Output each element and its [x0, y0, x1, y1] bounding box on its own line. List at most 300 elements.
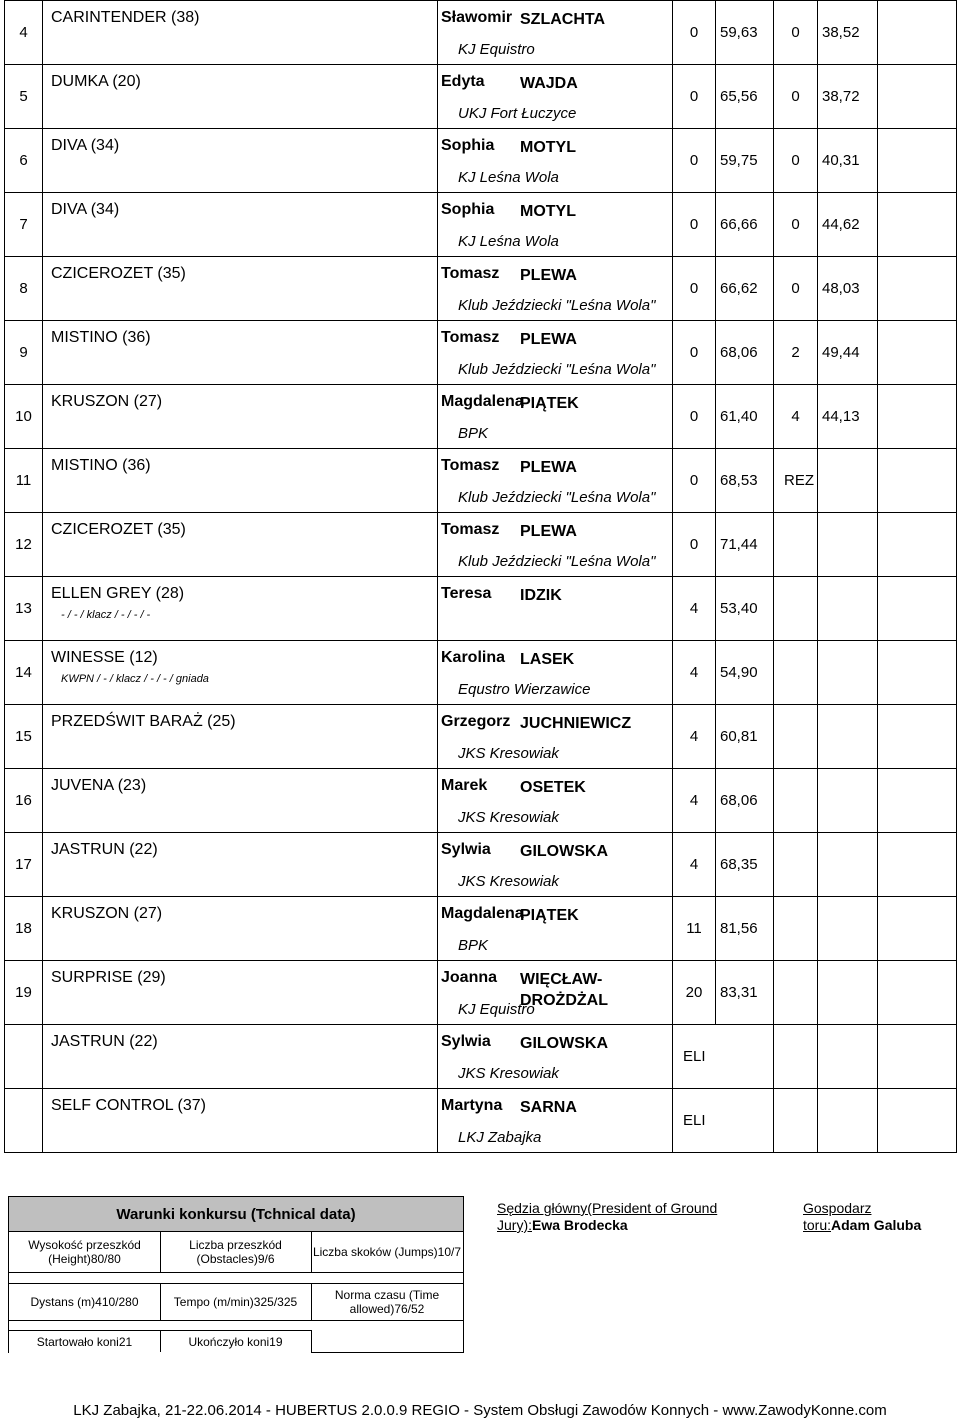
result-row: [5, 897, 957, 961]
round1-penalty: 4: [689, 792, 699, 809]
rider-first-name: Marek: [441, 777, 488, 794]
rank: 16: [15, 792, 32, 809]
rank: 12: [15, 536, 32, 553]
round2-time: [818, 449, 877, 512]
extra-cell: [878, 449, 957, 513]
result-row: [5, 513, 957, 577]
round1-time-cell: [716, 513, 774, 577]
round1-penalty-cell: [673, 641, 716, 705]
horse-cell: [43, 705, 438, 769]
horse-cell: [43, 577, 438, 641]
horse-name: CZICEROZET (35): [51, 265, 186, 282]
round2-penalty-cell: [774, 1025, 818, 1089]
round1-penalty-cell: [673, 65, 716, 129]
rider-club: JKS Kresowiak: [458, 745, 559, 762]
round2-penalty: 0: [791, 24, 800, 41]
extra: [878, 641, 956, 704]
round2-time-cell: [818, 129, 878, 193]
round2-penalty-cell: [774, 449, 818, 513]
rider-first-name: Magdalena: [441, 393, 524, 410]
result-row: [5, 641, 957, 705]
rank-cell: [5, 833, 43, 897]
round1-time: 59,63: [720, 24, 758, 41]
horse-name: JASTRUN (22): [51, 1033, 158, 1050]
round1-time: 60,81: [720, 728, 758, 745]
rider-first-name: Edyta: [441, 73, 485, 90]
rider-club: Klub Jeździecki "Leśna Wola": [458, 489, 656, 506]
horse-name: MISTINO (36): [51, 457, 151, 474]
rank: [5, 1025, 42, 1088]
judge-label-cont: Jury):: [497, 1217, 532, 1233]
rider-cell: [438, 257, 673, 321]
rider-last-name: MOTYL: [520, 203, 576, 220]
round2-penalty-cell: [774, 1, 818, 65]
extra-cell: [878, 193, 957, 257]
round2-time: [818, 769, 877, 832]
technical-data-title: Warunki konkursu (Tchnical data): [9, 1197, 463, 1232]
rider-cell: [438, 193, 673, 257]
rank: 6: [19, 152, 28, 169]
extra: [878, 961, 956, 1024]
round2-penalty: [774, 769, 817, 832]
horse-name: SELF CONTROL (37): [51, 1097, 206, 1114]
round1-time-cell: [716, 577, 774, 641]
round1-time: 59,75: [720, 152, 758, 169]
round1-time-cell: [716, 641, 774, 705]
horse-name: KRUSZON (27): [51, 905, 163, 922]
round2-penalty: REZ: [784, 472, 814, 489]
rider-first-name: Magdalena: [441, 905, 524, 922]
horse-cell: [43, 65, 438, 129]
rider-last-name: OSETEK: [520, 779, 586, 796]
round2-time-cell: [818, 1025, 878, 1089]
round1-penalty-cell: [673, 1025, 774, 1089]
round1-penalty-cell: [673, 513, 716, 577]
horse-cell: [43, 129, 438, 193]
extra-cell: [878, 897, 957, 961]
round1-time-cell: [716, 1, 774, 65]
horse-cell: [43, 193, 438, 257]
round2-time-cell: [818, 257, 878, 321]
round2-penalty-cell: [774, 961, 818, 1025]
horse-cell: [43, 449, 438, 513]
rider-cell: [438, 513, 673, 577]
round1-time: 68,35: [720, 856, 758, 873]
rider-cell: [438, 1025, 673, 1089]
rank: 14: [15, 664, 32, 681]
rider-last-name: MOTYL: [520, 139, 576, 156]
round2-penalty-cell: [774, 641, 818, 705]
extra-cell: [878, 65, 957, 129]
rider-club: KJ Leśna Wola: [458, 169, 559, 186]
round1-time-cell: [716, 705, 774, 769]
rider-club: Klub Jeździecki "Leśna Wola": [458, 361, 656, 378]
rank: 11: [15, 472, 32, 489]
round2-penalty-cell: [774, 321, 818, 385]
round1-penalty-cell: [673, 705, 716, 769]
rider-last-name: GILOWSKA: [520, 1035, 608, 1052]
horse-cell: [43, 897, 438, 961]
round2-penalty-cell: [774, 513, 818, 577]
technical-data-box: [8, 1196, 464, 1353]
rank: 17: [15, 856, 32, 873]
horse-cell: [43, 961, 438, 1025]
rank-cell: [5, 961, 43, 1025]
round1-time-cell: [716, 385, 774, 449]
round2-time: 44,62: [822, 216, 860, 233]
horse-cell: [43, 1, 438, 65]
round1-penalty-cell: [673, 1, 716, 65]
extra-cell: [878, 1, 957, 65]
round2-penalty-cell: [774, 1089, 818, 1153]
result-row: [5, 1, 957, 65]
round2-penalty-cell: [774, 769, 818, 833]
extra: [878, 833, 956, 896]
rider-club: LKJ Zabajka: [458, 1129, 542, 1146]
round1-penalty: ELI: [683, 1048, 706, 1065]
round1-penalty: 0: [689, 280, 699, 297]
round2-penalty-cell: [774, 833, 818, 897]
rider-cell: [438, 449, 673, 513]
round1-time-cell: [716, 65, 774, 129]
round1-penalty: 4: [689, 728, 699, 745]
rider-first-name: Tomasz: [441, 457, 500, 474]
round1-penalty: 4: [689, 856, 699, 873]
distance-cell: Dystans (m)410/280: [9, 1283, 160, 1320]
rank-cell: [5, 705, 43, 769]
round2-penalty: 0: [791, 280, 800, 297]
rider-cell: [438, 1, 673, 65]
horse-name: MISTINO (36): [51, 329, 151, 346]
rider-first-name: Joanna: [441, 969, 498, 986]
rider-club: UKJ Fort Łuczyce: [458, 105, 577, 122]
result-row: [5, 385, 957, 449]
round1-time-cell: [716, 129, 774, 193]
round1-penalty: 0: [689, 344, 699, 361]
height-cell: Wysokość przeszkód (Height)80/80: [9, 1232, 160, 1272]
rank-cell: [5, 193, 43, 257]
tempo-cell: Tempo (m/min)325/325: [160, 1283, 311, 1320]
rider-club: JKS Kresowiak: [458, 1065, 559, 1082]
started-cell: Startowało koni21: [9, 1330, 160, 1353]
round2-time-cell: [818, 513, 878, 577]
round2-time: [818, 833, 877, 896]
extra-cell: [878, 961, 957, 1025]
rank-cell: [5, 257, 43, 321]
round1-penalty-cell: [673, 257, 716, 321]
round1-penalty-cell: [673, 321, 716, 385]
rider-club: Equstro Wierzawice: [458, 681, 591, 698]
horse-cell: [43, 1025, 438, 1089]
round2-time-cell: [818, 449, 878, 513]
rank: 15: [15, 728, 32, 745]
extra-cell: [878, 769, 957, 833]
round2-time: [818, 705, 877, 768]
round1-penalty: ELI: [683, 1112, 706, 1129]
round1-penalty: 0: [689, 472, 699, 489]
round2-time-cell: [818, 1, 878, 65]
round1-time-cell: [716, 961, 774, 1025]
horse-name: CZICEROZET (35): [51, 521, 186, 538]
round1-penalty: 4: [689, 664, 699, 681]
round1-time: 53,40: [720, 600, 758, 617]
round2-penalty: [774, 705, 817, 768]
round2-penalty: [774, 577, 817, 640]
round1-penalty-cell: [673, 193, 716, 257]
jumps-cell: Liczba skoków (Jumps)10/7: [311, 1232, 463, 1272]
rank: 5: [19, 88, 28, 105]
rider-first-name: Sophia: [441, 201, 495, 218]
extra: [878, 257, 956, 320]
round1-penalty-cell: [673, 833, 716, 897]
round1-time-cell: [716, 193, 774, 257]
round1-time-cell: [716, 769, 774, 833]
spacer-row: [9, 1272, 463, 1283]
result-row: [5, 321, 957, 385]
rank-cell: [5, 1, 43, 65]
result-row: [5, 193, 957, 257]
extra: [878, 129, 956, 192]
round1-penalty: 0: [689, 408, 699, 425]
extra: [878, 193, 956, 256]
extra: [878, 321, 956, 384]
round1-penalty-cell: [673, 1089, 774, 1153]
extra-cell: [878, 577, 957, 641]
rider-last-name: PIĄTEK: [520, 395, 579, 412]
round1-time-cell: [716, 321, 774, 385]
rank-cell: [5, 321, 43, 385]
rider-cell: [438, 321, 673, 385]
round2-penalty-cell: [774, 129, 818, 193]
rider-club: JKS Kresowiak: [458, 809, 559, 826]
round2-time-cell: [818, 321, 878, 385]
rider-club: JKS Kresowiak: [458, 873, 559, 890]
judge-label: Sędzia główny(President of Ground: [497, 1200, 718, 1216]
round2-penalty-cell: [774, 385, 818, 449]
rider-club: BPK: [458, 425, 489, 442]
rank-cell: [5, 1089, 43, 1153]
round2-time: [818, 897, 877, 960]
time-allowed-cell: Norma czasu (Time allowed)76/52: [311, 1283, 463, 1320]
round2-time-cell: [818, 705, 878, 769]
round2-penalty: [774, 641, 817, 704]
rider-cell: [438, 577, 673, 641]
round2-time: [818, 641, 877, 704]
extra-cell: [878, 321, 957, 385]
round1-time: 66,66: [720, 216, 758, 233]
extra: [878, 577, 956, 640]
horse-cell: [43, 513, 438, 577]
round2-time-cell: [818, 833, 878, 897]
host-label-cont: toru:: [803, 1217, 832, 1233]
round2-penalty: [774, 833, 817, 896]
rider-cell: [438, 129, 673, 193]
result-row: [5, 65, 957, 129]
round2-time: 48,03: [822, 280, 860, 297]
rider-last-name: PLEWA: [520, 523, 577, 540]
round2-penalty: 4: [791, 408, 800, 425]
round1-time: 81,56: [720, 920, 758, 937]
rider-first-name: Tomasz: [441, 329, 500, 346]
divider: [311, 1232, 312, 1272]
host-label: Gospodarz: [803, 1200, 872, 1216]
round1-penalty-cell: [673, 769, 716, 833]
rider-last-name: JUCHNIEWICZ: [520, 715, 632, 732]
rider-last-name: PLEWA: [520, 267, 577, 284]
round2-time-cell: [818, 961, 878, 1025]
rank-cell: [5, 641, 43, 705]
extra: [878, 513, 956, 576]
page-footer: LKJ Zabajka, 21-22.06.2014 - HUBERTUS 2.0.0.9 REGIO - System Obsługi Zawodów Konnych - www.ZawodyKonne.com: [73, 1402, 887, 1419]
rider-last-name: LASEK: [520, 651, 575, 668]
rider-last-name: PLEWA: [520, 331, 577, 348]
finished-cell: Ukończyło koni19: [160, 1330, 311, 1353]
rider-first-name: Teresa: [441, 585, 492, 602]
rider-last-name: GILOWSKA: [520, 843, 608, 860]
round2-penalty: 0: [791, 216, 800, 233]
extra-cell: [878, 833, 957, 897]
horse-name: DIVA (34): [51, 137, 120, 154]
horse-name: KRUSZON (27): [51, 393, 163, 410]
extra-cell: [878, 1089, 957, 1153]
judge-name: Ewa Brodecka: [532, 1217, 628, 1233]
rider-club: KJ Equistro: [458, 1001, 535, 1018]
extra: [878, 449, 956, 512]
result-row: [5, 1025, 957, 1089]
round1-time: 65,56: [720, 88, 758, 105]
round2-time: 38,72: [822, 88, 860, 105]
rider-last-name: WIĘCŁAW- DROŻDŻAL: [520, 971, 608, 1009]
horse-name: ELLEN GREY (28): [51, 585, 185, 602]
round1-penalty-cell: [673, 385, 716, 449]
extra-cell: [878, 1025, 957, 1089]
round1-time: 68,06: [720, 344, 758, 361]
round1-time: 71,44: [720, 536, 758, 553]
results-table: [4, 0, 957, 1153]
horse-cell: [43, 321, 438, 385]
result-row: [5, 449, 957, 513]
round2-penalty-cell: [774, 705, 818, 769]
round2-penalty: 0: [791, 152, 800, 169]
round1-time-cell: [716, 449, 774, 513]
rank-cell: [5, 1025, 43, 1089]
round1-penalty-cell: [673, 449, 716, 513]
round2-penalty-cell: [774, 257, 818, 321]
round2-time: 38,52: [822, 24, 860, 41]
rider-cell: [438, 641, 673, 705]
obstacles-cell: Liczba przeszkód (Obstacles)9/6: [160, 1232, 311, 1272]
rank: 18: [15, 920, 32, 937]
rank: [5, 1089, 42, 1152]
rank-cell: [5, 769, 43, 833]
rider-club: KJ Leśna Wola: [458, 233, 559, 250]
rider-last-name: SARNA: [520, 1099, 577, 1116]
divider: [311, 1330, 312, 1352]
round1-penalty-cell: [673, 577, 716, 641]
round1-penalty: 0: [689, 24, 699, 41]
result-row: [5, 1089, 957, 1153]
rider-first-name: Tomasz: [441, 265, 500, 282]
extra: [878, 1089, 956, 1152]
round2-time-cell: [818, 641, 878, 705]
horse-cell: [43, 385, 438, 449]
round2-penalty: [774, 961, 817, 1024]
round2-time-cell: [818, 769, 878, 833]
extra: [878, 769, 956, 832]
round1-penalty: 11: [686, 920, 702, 937]
round1-time: 61,40: [720, 408, 758, 425]
extra: [878, 1, 956, 64]
round1-time-cell: [716, 257, 774, 321]
horse-cell: [43, 257, 438, 321]
extra: [878, 1025, 956, 1088]
rider-last-name: WAJDA: [520, 75, 578, 92]
result-row: [5, 961, 957, 1025]
round2-time: 40,31: [822, 152, 860, 169]
round1-penalty: 0: [689, 216, 699, 233]
rider-cell: [438, 385, 673, 449]
rider-cell: [438, 897, 673, 961]
round2-time-cell: [818, 897, 878, 961]
horse-name: JASTRUN (22): [51, 841, 158, 858]
round2-penalty: 2: [791, 344, 800, 361]
round1-time: 54,90: [720, 664, 758, 681]
round2-time-cell: [818, 577, 878, 641]
round2-time-cell: [818, 385, 878, 449]
round2-time-cell: [818, 1089, 878, 1153]
rider-first-name: Sophia: [441, 137, 495, 154]
horse-cell: [43, 1089, 438, 1153]
result-row: [5, 577, 957, 641]
round1-penalty-cell: [673, 129, 716, 193]
rank-cell: [5, 65, 43, 129]
rider-first-name: Tomasz: [441, 521, 500, 538]
horse-name: PRZEDŚWIT BARAŻ (25): [51, 713, 236, 730]
extra-cell: [878, 257, 957, 321]
rider-club: BPK: [458, 937, 489, 954]
round1-time: 66,62: [720, 280, 758, 297]
result-row: [5, 833, 957, 897]
result-row: [5, 257, 957, 321]
rank-cell: [5, 513, 43, 577]
horse-name: CARINTENDER (38): [51, 9, 200, 26]
extra: [878, 897, 956, 960]
round1-penalty: 0: [689, 88, 699, 105]
rider-cell: [438, 961, 673, 1025]
rider-last-name: SZLACHTA: [520, 11, 606, 28]
chief-judge: [497, 1200, 717, 1234]
horse-name: DUMKA (20): [51, 73, 141, 90]
round1-time-cell: [716, 833, 774, 897]
round2-penalty: 0: [791, 88, 800, 105]
round2-time: [818, 961, 877, 1024]
rider-last-name: PIĄTEK: [520, 907, 579, 924]
round2-penalty-cell: [774, 193, 818, 257]
divider: [160, 1232, 161, 1272]
extra-cell: [878, 641, 957, 705]
rank: 19: [15, 984, 32, 1001]
rank: 10: [15, 408, 32, 425]
rider-first-name: Sylwia: [441, 1033, 491, 1050]
rank: 8: [19, 280, 28, 297]
round2-time: [818, 1089, 877, 1152]
round1-time: 68,53: [720, 472, 758, 489]
round1-penalty-cell: [673, 961, 716, 1025]
rider-cell: [438, 65, 673, 129]
round1-time: 83,31: [720, 984, 758, 1001]
round1-penalty: 4: [689, 600, 699, 617]
rank-cell: [5, 897, 43, 961]
